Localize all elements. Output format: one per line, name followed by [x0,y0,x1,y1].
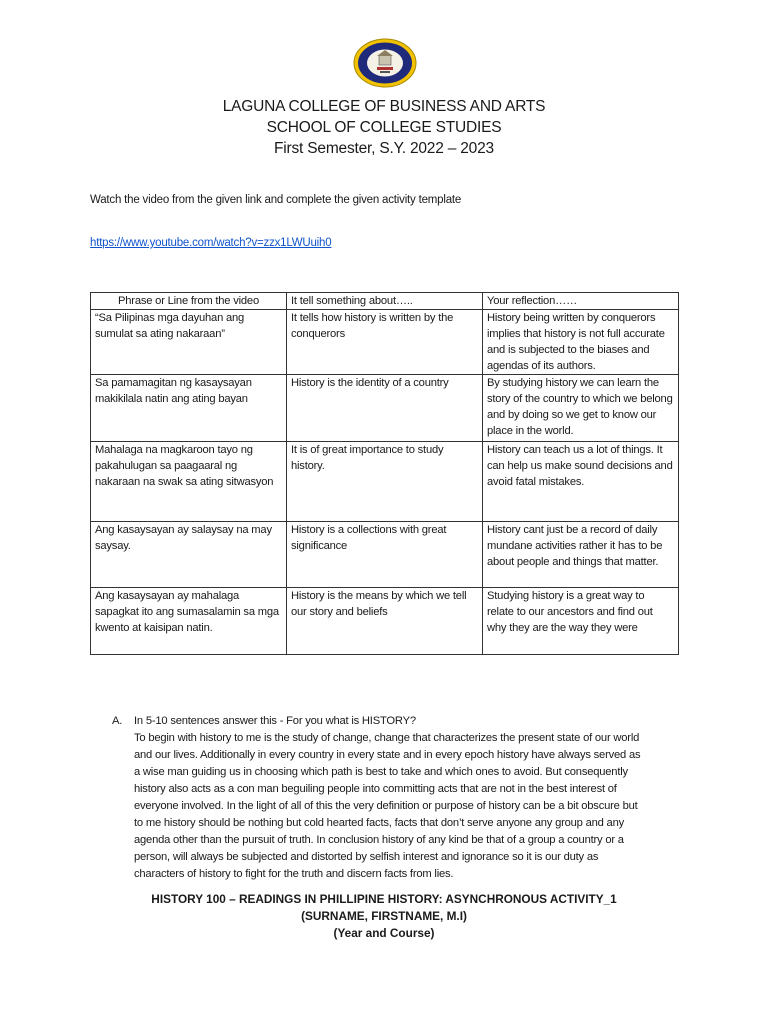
answer-line: a wise man guiding us in choosing which path is best to take and which ones to avoid. But consequently [134,766,628,778]
question-text: In 5-10 sentences answer this - For you what is HISTORY? [134,715,416,727]
column-header-about: It tell something about….. [287,293,483,310]
phrase-cell: Mahalaga na magkaroon tayo ng pakahulugan sa paagaaral ng nakaraan na swak sa ating sitwasyon [91,442,287,522]
reflection-cell: History being written by conquerors implies that history is not full accurate and is subjected to the biases and agendas of its authors. [483,310,679,375]
phrase-cell: Sa pamamagitan ng kasaysayan makikilala natin ang ating bayan [91,375,287,442]
answer-line: and our lives. Additionally in every country in every state and in every epoch history have always served as [134,749,641,761]
about-cell: It is of great importance to study history. [287,442,483,522]
about-cell: History is a collections with great significance [287,522,483,588]
activity-footer [0,891,768,942]
answer-line: To begin with history to me is the study of change, change that characterizes the present state of our world [134,732,640,744]
course-title: HISTORY 100 – READINGS IN PHILLIPINE HISTORY: ASYNCHRONOUS ACTIVITY_1 [151,892,617,906]
college-name: LAGUNA COLLEGE OF BUSINESS AND ARTS [222,98,546,115]
table-header-row [91,293,679,310]
activity-table [90,292,679,655]
about-cell: It tells how history is written by the conquerors [287,310,483,375]
table-row [91,442,679,522]
answer-line: history also acts as a con man beguiling people into committing acts that are not in the best interest of [134,783,617,795]
semester-line: First Semester, S.Y. 2022 – 2023 [274,140,494,157]
reflection-cell: Studying history is a great way to relate to our ancestors and find out why they are the way they were [483,588,679,655]
school-name: SCHOOL OF COLLEGE STUDIES [266,119,502,136]
college-seal-logo [353,38,417,88]
table-row [91,310,679,375]
column-header-reflection: Your reflection…… [483,293,679,310]
answer-line: person, will always be subjected and distorted by selfish interest and ignorance so it is our duty as [134,851,599,863]
reflection-cell: History can teach us a lot of things. It can help us make sound decisions and avoid fatal mistakes. [483,442,679,522]
reflection-cell: By studying history we can learn the story of the country to which we belong and by doing so we get to know our place in the world. [483,375,679,442]
table-row [91,375,679,442]
document-header [0,96,768,159]
table-row [91,588,679,655]
phrase-cell: “Sa Pilipinas mga dayuhan ang sumulat sa ating nakaraan” [91,310,287,375]
answer-line: to me history should be nothing but cold hearted facts, facts that don’t serve anyone any group and any [134,817,624,829]
table-row [91,522,679,588]
answer-line: agenda other than the pursuit of truth. In conclusion history of any kind be that of a group a country or a [134,834,624,846]
phrase-cell: Ang kasaysayan ay mahalaga sapagkat ito ang sumasalamin sa mga kwento at kaisipan natin. [91,588,287,655]
year-course-placeholder: (Year and Course) [333,926,435,940]
column-header-phrase: Phrase or Line from the video [91,293,287,310]
phrase-cell: Ang kasaysayan ay salaysay na may saysay. [91,522,287,588]
question-letter: A. [112,715,123,727]
reflection-cell: History cant just be a record of daily mundane activities rather it has to be about people and things that matter. [483,522,679,588]
answer-line: everyone involved. In the light of all of this the very definition or purpose of history can be a bit obscure but [134,800,638,812]
about-cell: History is the means by which we tell our story and beliefs [287,588,483,655]
answer-line: characters of history to fight for the truth and discern facts from lies. [134,868,454,880]
about-cell: History is the identity of a country [287,375,483,442]
video-link[interactable]: https://www.youtube.com/watch?v=zzx1LWUuih0 [90,237,332,249]
student-name-placeholder: (SURNAME, FIRSTNAME, M.I) [301,909,467,923]
instruction-text: Watch the video from the given link and complete the given activity template [90,194,462,206]
answer-paragraph [134,730,674,883]
